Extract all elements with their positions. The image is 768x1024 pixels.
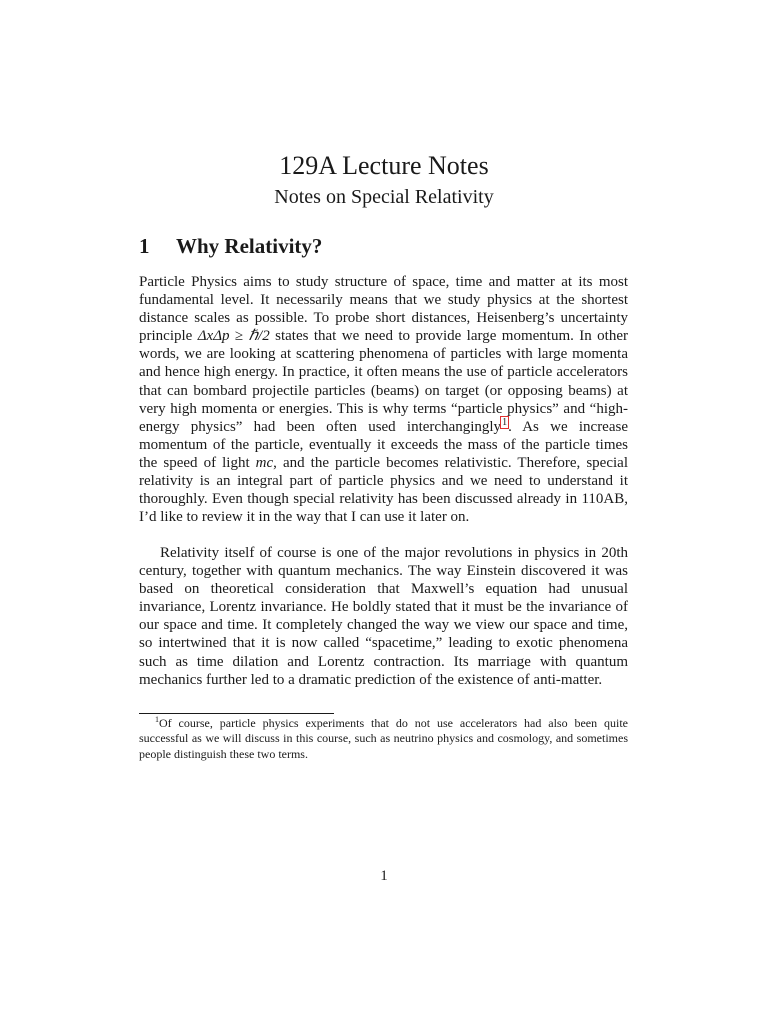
document-subtitle: Notes on Special Relativity [274,186,494,208]
document-title: 129A Lecture Notes [279,151,489,180]
paragraph-2 [139,544,628,689]
mc-symbol: mc [255,454,274,471]
paragraph-1-text-a: Particle Physics aims to study structure of space, time and matter at its most fundamental level. It necessarily means that we study physics at the shortest distance scales as possible. To probe short distances, Heisenberg’s uncertainty principle [139,274,628,345]
section-title: Why Relativity? [176,234,323,258]
section-heading [139,233,322,259]
footnote-link[interactable]: 1 [502,416,508,428]
paragraph-1-text-d: , and the particle becomes relativistic. Therefore, special relativity is an integral part of particle physics and we need to understand it thoroughly. Even though special relativity has been discussed already in 110AB, I’d like to review it in the way that I can use it later on. [139,454,628,526]
uncertainty-equation: ΔxΔp ≥ ℏ/2 [197,328,270,345]
paragraph-2-text: Relativity itself of course is one of the major revolutions in physics in 20th century, together with quantum mechanics. The way Einstein discovered it was based on theoretical consideration that Maxwell’s equation had unusual invariance, Lorentz invariance. He boldly stated that it must be the invariance of our space and time. It completely changed the way we view our space and time, so intertwined that it is now called “spacetime,” leading to exotic phenomena such as time dilation and Lorentz contraction. Its marriage with quantum mechanics further led to a dramatic prediction of the existence of anti-matter. [139,545,628,688]
footnote [139,716,628,762]
footnote-marker: 1 [155,715,159,724]
footnote-divider [139,713,334,714]
paragraph-1 [139,273,628,526]
section-number: 1 [139,234,150,258]
page-number: 1 [380,868,388,884]
paragraph-1-text-c: . As we increase momentum of the particle, eventually it exceeds the mass of the particle times the speed of light [139,418,628,471]
paragraph-1-text-b: states that we need to provide large momentum. In other words, we are looking at scattering phenomena of particles with large momenta and hence high energy. In practice, it often means the use of particle accelerators that can bombard projectile particles (beams) on target (or opposing beams) at very high momenta or energies. This is why terms “particle physics” and “high-energy physics” had been often used interchangingly [139,328,628,435]
footnote-text: Of course, particle physics experiments that do not use accelerators had also been quite successful as we will discuss in this course, such as neutrino physics and cosmology, and sometimes people distinguish these two terms. [139,716,628,761]
